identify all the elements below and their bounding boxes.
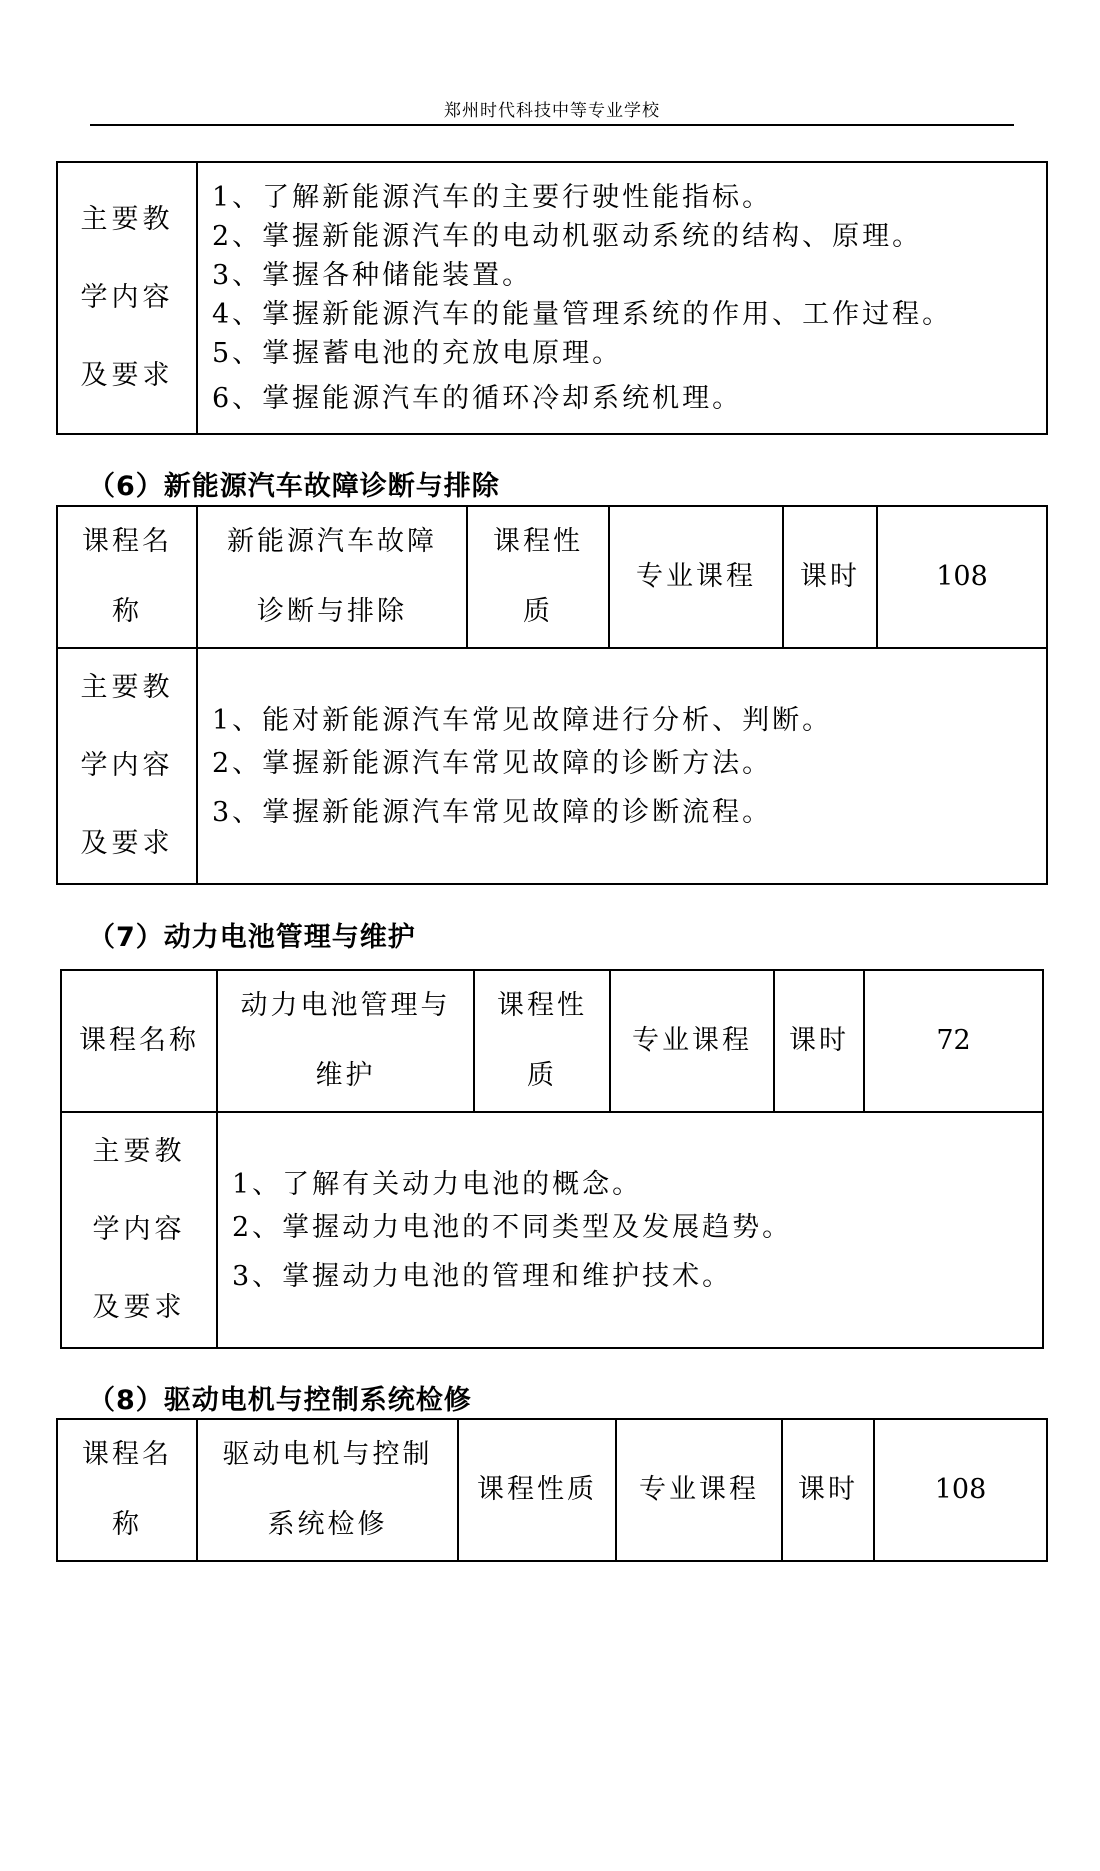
course-hours-value: 108 [874, 1419, 1047, 1561]
header-divider [90, 124, 1014, 126]
course-hours-value: 72 [864, 970, 1043, 1112]
content-label [57, 162, 197, 434]
label-line: 主要教 [80, 672, 174, 703]
value-line: 系统检修 [267, 1509, 388, 1540]
course-hours-label: 课时 [782, 1419, 874, 1561]
table-course-7 [60, 969, 1044, 1349]
list-item: 5、掌握蓄电池的充放电原理。 [212, 338, 623, 369]
course-nature-label: 课程性质 [458, 1419, 616, 1561]
label-line: 课程性 [497, 990, 587, 1021]
list-item: 3、掌握动力电池的管理和维护技术。 [232, 1260, 733, 1292]
list-item: 1、了解有关动力电池的概念。 [232, 1168, 643, 1200]
list-item: 2、掌握新能源汽车的电动机驱动系统的结构、原理。 [212, 221, 923, 252]
content-label [61, 1112, 217, 1348]
label-line: 课程性 [493, 526, 583, 557]
label-line: 及要求 [80, 828, 174, 859]
course-name-label [57, 506, 197, 648]
content-items [217, 1112, 1043, 1348]
label-line: 学内容 [92, 1214, 186, 1245]
course-name-value [197, 506, 467, 648]
label-line: 学内容 [80, 750, 174, 781]
label-line: 称 [112, 596, 142, 627]
list-item: 1、了解新能源汽车的主要行驶性能指标。 [212, 182, 773, 213]
course-nature-value: 专业课程 [616, 1419, 782, 1561]
label-line: 主要教 [80, 204, 174, 235]
content-items [197, 648, 1047, 884]
section-title-6: （6）新能源汽车故障诊断与排除 [88, 471, 500, 502]
course-nature-value: 专业课程 [610, 970, 774, 1112]
content-label [57, 648, 197, 884]
label-line: 称 [112, 1509, 142, 1540]
table-course-6 [56, 505, 1048, 885]
content-items [197, 162, 1047, 434]
label-line: 质 [527, 1060, 557, 1091]
value-line: 诊断与排除 [257, 596, 407, 627]
course-nature-label [474, 970, 610, 1112]
value-line: 维护 [315, 1060, 376, 1091]
course-hours-label: 课时 [783, 506, 877, 648]
list-item: 3、掌握新能源汽车常见故障的诊断流程。 [212, 796, 773, 828]
value-line: 驱动电机与控制 [222, 1439, 433, 1470]
school-header: 郑州时代科技中等专业学校 [444, 101, 660, 121]
course-name-label [57, 1419, 197, 1561]
course-name-label: 课程名称 [61, 970, 217, 1112]
course-hours-value: 108 [877, 506, 1047, 648]
label-line: 主要教 [92, 1136, 186, 1167]
course-hours-label: 课时 [774, 970, 864, 1112]
label-line: 及要求 [80, 360, 174, 391]
course-name-value [217, 970, 474, 1112]
value-line: 动力电池管理与 [240, 990, 451, 1021]
list-item: 2、掌握新能源汽车常见故障的诊断方法。 [212, 747, 773, 779]
course-nature-label [467, 506, 609, 648]
course-name-value [197, 1419, 458, 1561]
list-item: 6、掌握能源汽车的循环冷却系统机理。 [212, 383, 743, 414]
table-course-5-content [56, 161, 1048, 435]
section-title-8: （8）驱动电机与控制系统检修 [88, 1385, 472, 1416]
label-line: 及要求 [92, 1292, 186, 1323]
label-line: 学内容 [80, 282, 174, 313]
label-line: 课程名 [82, 1439, 172, 1470]
list-item: 3、掌握各种储能装置。 [212, 260, 533, 291]
list-item: 1、能对新能源汽车常见故障进行分析、判断。 [212, 704, 833, 736]
list-item: 4、掌握新能源汽车的能量管理系统的作用、工作过程。 [212, 299, 953, 330]
list-item: 2、掌握动力电池的不同类型及发展趋势。 [232, 1211, 793, 1243]
label-line: 质 [523, 596, 553, 627]
label-line: 课程名 [82, 526, 172, 557]
section-title-7: （7）动力电池管理与维护 [88, 922, 416, 953]
table-course-8 [56, 1418, 1048, 1562]
value-line: 新能源汽车故障 [227, 526, 437, 557]
course-nature-value: 专业课程 [609, 506, 783, 648]
